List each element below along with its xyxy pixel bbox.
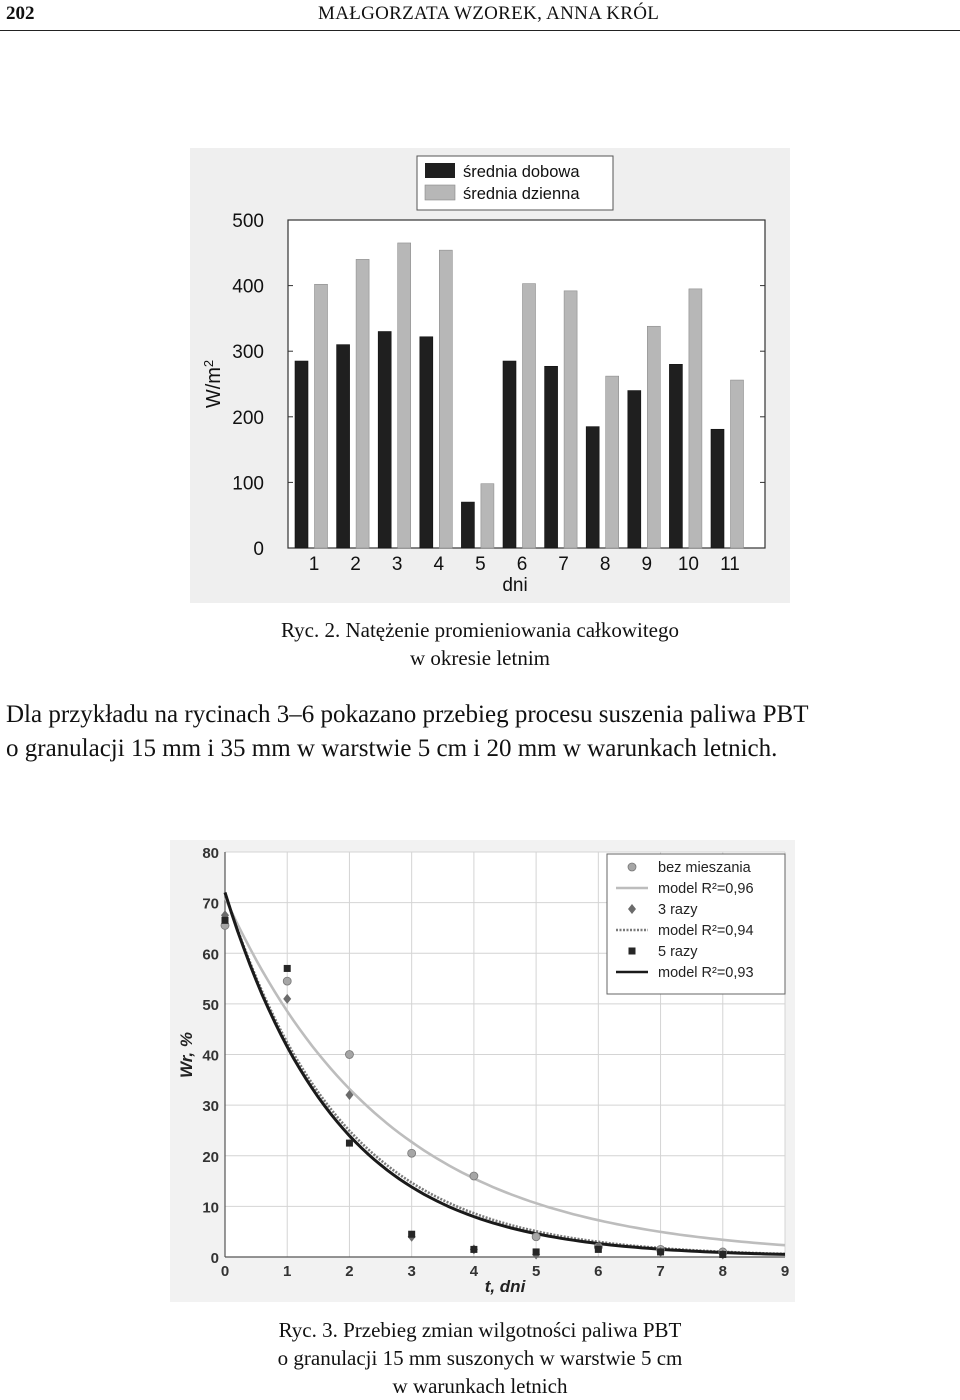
legend-marker xyxy=(628,863,636,871)
y-axis-label: Wr, % xyxy=(177,1032,196,1078)
x-axis-label: dni xyxy=(502,575,528,596)
running-header xyxy=(0,0,960,32)
legend-label: 3 razy xyxy=(658,902,698,918)
figure-2-caption-line2: w okresie letnim xyxy=(410,646,550,670)
figure-3-caption-line2: o granulacji 15 mm suszonych w warstwie 5 cm xyxy=(277,1346,683,1370)
x-tick-label: 2 xyxy=(350,554,361,575)
legend-label-daily: średnia dobowa xyxy=(463,163,580,181)
bar-daily-mean xyxy=(545,366,558,548)
x-tick-label: 3 xyxy=(391,554,403,575)
x-tick-label: 1 xyxy=(283,1263,292,1280)
x-tick-label: 5 xyxy=(531,1263,541,1280)
x-tick-label: 10 xyxy=(677,554,699,575)
bar-daytime-mean xyxy=(439,250,452,548)
x-tick-label: 2 xyxy=(345,1263,354,1280)
x-tick-label: 9 xyxy=(641,554,653,575)
bar-daytime-mean xyxy=(689,289,702,548)
x-tick-label: 1 xyxy=(308,554,320,575)
x-tick-label: 4 xyxy=(469,1263,479,1280)
figure-3-caption xyxy=(0,1316,960,1400)
bar-daily-mean xyxy=(295,361,308,548)
point-no-mixing xyxy=(408,1149,416,1157)
body-line-1: Dla przykładu na rycinach 3–6 pokazano przebieg procesu suszenia paliwa PBT xyxy=(6,701,809,728)
point-5x xyxy=(470,1246,477,1253)
x-tick-label: 0 xyxy=(220,1263,230,1280)
bar-daytime-mean xyxy=(523,284,536,548)
x-tick-label: 4 xyxy=(433,554,445,575)
y-tick-label: 20 xyxy=(202,1148,219,1166)
x-tick-label: 9 xyxy=(780,1263,790,1280)
body-paragraph xyxy=(6,698,956,766)
bar-daytime-mean xyxy=(481,484,494,548)
x-tick-label: 7 xyxy=(558,554,569,575)
legend-swatch-daily xyxy=(425,163,455,178)
y-tick-label: 0 xyxy=(253,539,264,560)
y-tick-label: 40 xyxy=(202,1047,219,1065)
bar-daily-mean xyxy=(420,337,433,548)
figure-2-bar-chart xyxy=(190,148,790,603)
x-tick-label: 8 xyxy=(599,554,611,575)
point-no-mixing xyxy=(345,1051,353,1059)
bar-daytime-mean xyxy=(606,376,619,548)
point-5x xyxy=(533,1248,540,1255)
bar-daytime-mean xyxy=(356,259,369,548)
x-tick-label: 5 xyxy=(475,554,486,575)
bar-daytime-mean xyxy=(398,243,411,548)
point-5x xyxy=(222,917,229,924)
figure-2-caption-line1: Ryc. 2. Natężenie promieniowania całkowitego xyxy=(280,618,679,642)
point-5x xyxy=(346,1140,353,1147)
figure-3-caption-line3: w warunkach letnich xyxy=(392,1374,568,1398)
legend xyxy=(417,156,613,210)
y-tick-label: 50 xyxy=(202,996,219,1014)
legend-label: model R²=0,94 xyxy=(658,923,754,939)
bar-daytime-mean xyxy=(647,326,660,548)
point-5x xyxy=(595,1246,602,1253)
bar-daily-mean xyxy=(461,502,474,548)
x-tick-label: 6 xyxy=(594,1263,603,1280)
bar-daily-mean xyxy=(586,427,599,548)
point-no-mixing xyxy=(283,977,291,985)
bar-daytime-mean xyxy=(315,284,328,548)
header-rule xyxy=(0,30,960,31)
body-line-2: o granulacji 15 mm i 35 mm w warstwie 5 cm i 20 mm w warunkach letnich. xyxy=(6,735,778,762)
bar-daily-mean xyxy=(378,332,391,548)
bar-daytime-mean xyxy=(731,380,744,548)
legend-label: model R²=0,96 xyxy=(658,881,754,897)
bar-daily-mean xyxy=(337,345,350,548)
figure-3-caption-line1: Ryc. 3. Przebieg zmian wilgotności paliwa PBT xyxy=(278,1318,682,1342)
legend-label: bez mieszania xyxy=(658,860,751,876)
bar-daily-mean xyxy=(503,361,516,548)
y-tick-label: 60 xyxy=(202,946,219,964)
x-tick-label: 8 xyxy=(718,1263,727,1280)
bar-daily-mean xyxy=(669,364,682,548)
x-tick-label: 11 xyxy=(720,554,740,575)
y-tick-label: 10 xyxy=(202,1199,219,1217)
legend-swatch-daytime xyxy=(425,185,455,200)
x-tick-label: 6 xyxy=(516,554,528,575)
point-no-mixing xyxy=(532,1233,540,1241)
legend-label: 5 razy xyxy=(658,944,698,960)
point-5x xyxy=(284,965,291,972)
legend-label-daytime: średnia dzienna xyxy=(463,185,580,203)
x-axis-label: t, dni xyxy=(484,1277,526,1296)
y-tick-label: 70 xyxy=(202,895,219,913)
y-tick-label: 80 xyxy=(202,845,219,862)
bar-daytime-mean xyxy=(564,291,577,548)
y-tick-label: 30 xyxy=(202,1098,219,1116)
legend xyxy=(607,854,785,994)
x-tick-label: 7 xyxy=(656,1263,665,1280)
y-tick-label: 100 xyxy=(232,473,264,495)
page-number: 202 xyxy=(6,3,35,24)
point-5x xyxy=(408,1231,415,1238)
y-tick-label: 500 xyxy=(232,211,264,232)
point-5x xyxy=(657,1248,664,1255)
x-tick-label: 3 xyxy=(407,1263,416,1280)
y-tick-label: 400 xyxy=(232,276,264,298)
y-tick-label: 300 xyxy=(232,342,264,364)
point-no-mixing xyxy=(470,1172,478,1180)
legend-label: model R²=0,93 xyxy=(658,965,754,981)
legend-marker xyxy=(629,948,636,955)
y-axis-label: $W/m^2$ xyxy=(200,359,225,409)
y-tick-label: 200 xyxy=(232,407,264,429)
running-head-authors: MAŁGORZATA WZOREK, ANNA KRÓL xyxy=(318,3,660,24)
y-tick-label: 0 xyxy=(210,1250,219,1267)
figure-2-caption xyxy=(0,616,960,672)
figure-3-drying-chart xyxy=(170,840,795,1302)
bar-daily-mean xyxy=(711,429,724,548)
bar-daily-mean xyxy=(628,391,641,548)
point-5x xyxy=(719,1251,726,1258)
